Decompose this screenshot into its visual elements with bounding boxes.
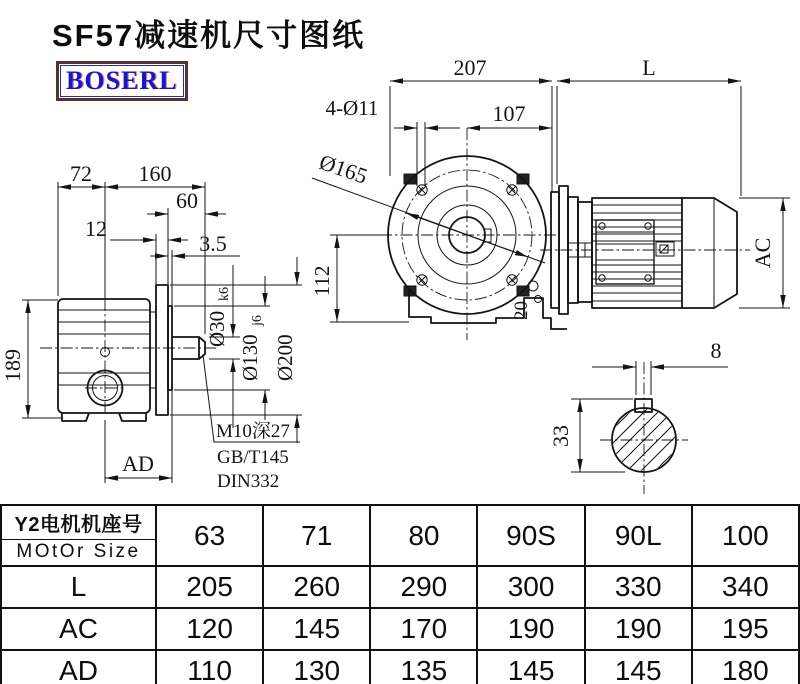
dim-o130: Ø130	[238, 334, 262, 381]
cell: 330	[585, 566, 692, 608]
dim-12: 12	[85, 216, 107, 241]
dim-33: 33	[548, 425, 573, 447]
cell: 180	[692, 650, 799, 684]
dim-L: L	[642, 55, 656, 80]
side-view	[0, 161, 302, 492]
dim-o30-fit: k6	[217, 287, 232, 301]
note-thread: M10深27	[216, 421, 290, 442]
dim-AC: AC	[750, 237, 775, 269]
section-hatching	[546, 390, 736, 482]
cell: 170	[370, 608, 477, 650]
dim-72: 72	[70, 161, 92, 186]
cell: 130	[263, 650, 370, 684]
dim-o130-fit: j6	[250, 315, 265, 326]
cell: 190	[585, 608, 692, 650]
dim-o165: Ø165	[316, 149, 371, 189]
header-label-cn: Y2电机机座号	[2, 506, 155, 540]
col-header: 63	[156, 505, 263, 566]
table-row-L	[1, 566, 799, 608]
col-header: 100	[692, 505, 799, 566]
dim-60: 60	[176, 188, 198, 213]
dim-8: 8	[710, 338, 722, 363]
dim-189: 189	[0, 349, 25, 382]
note-gb-standard: GB/T145	[217, 447, 289, 468]
table-row-AD	[1, 650, 799, 684]
table-row-AC	[1, 608, 799, 650]
brand-logo-text: BOSERL	[60, 65, 184, 97]
col-header: 80	[370, 505, 477, 566]
header-label-en: MOtOr Size	[16, 541, 141, 562]
cell: 340	[692, 566, 799, 608]
motor-view	[540, 186, 790, 314]
dim-o30: Ø30	[205, 310, 229, 347]
page-title: SF57减速机尺寸图纸	[52, 18, 366, 53]
row-label: AC	[1, 608, 156, 650]
dim-160: 160	[138, 161, 172, 186]
dim-3-5: 3.5	[199, 231, 227, 256]
cell: 300	[477, 566, 584, 608]
cell: 290	[370, 566, 477, 608]
dim-AD: AD	[122, 451, 154, 476]
cell: 145	[477, 650, 584, 684]
col-header: 90S	[477, 505, 584, 566]
dim-4-o11: 4-Ø11	[325, 96, 379, 120]
cell: 260	[263, 566, 370, 608]
dim-20: 20	[511, 301, 532, 320]
dim-207: 207	[453, 55, 487, 80]
cell: 190	[477, 608, 584, 650]
dim-112: 112	[310, 265, 334, 297]
cell: 205	[156, 566, 263, 608]
cell: 120	[156, 608, 263, 650]
table-header-row	[1, 505, 799, 566]
cell: 145	[585, 650, 692, 684]
dim-o200: Ø200	[273, 334, 297, 381]
row-label: L	[1, 566, 156, 608]
note-din-standard: DIN332	[217, 471, 280, 492]
table-header-label-cell	[1, 505, 156, 566]
row-label: AD	[1, 650, 156, 684]
cell: 195	[692, 608, 799, 650]
shaft-section-view	[546, 338, 736, 494]
cell: 145	[263, 608, 370, 650]
col-header: 71	[263, 505, 370, 566]
cell: 110	[156, 650, 263, 684]
cell: 135	[370, 650, 477, 684]
col-header: 90L	[585, 505, 692, 566]
motor-size-table	[0, 504, 800, 684]
brand-logo	[56, 61, 188, 101]
dim-107: 107	[492, 101, 526, 126]
